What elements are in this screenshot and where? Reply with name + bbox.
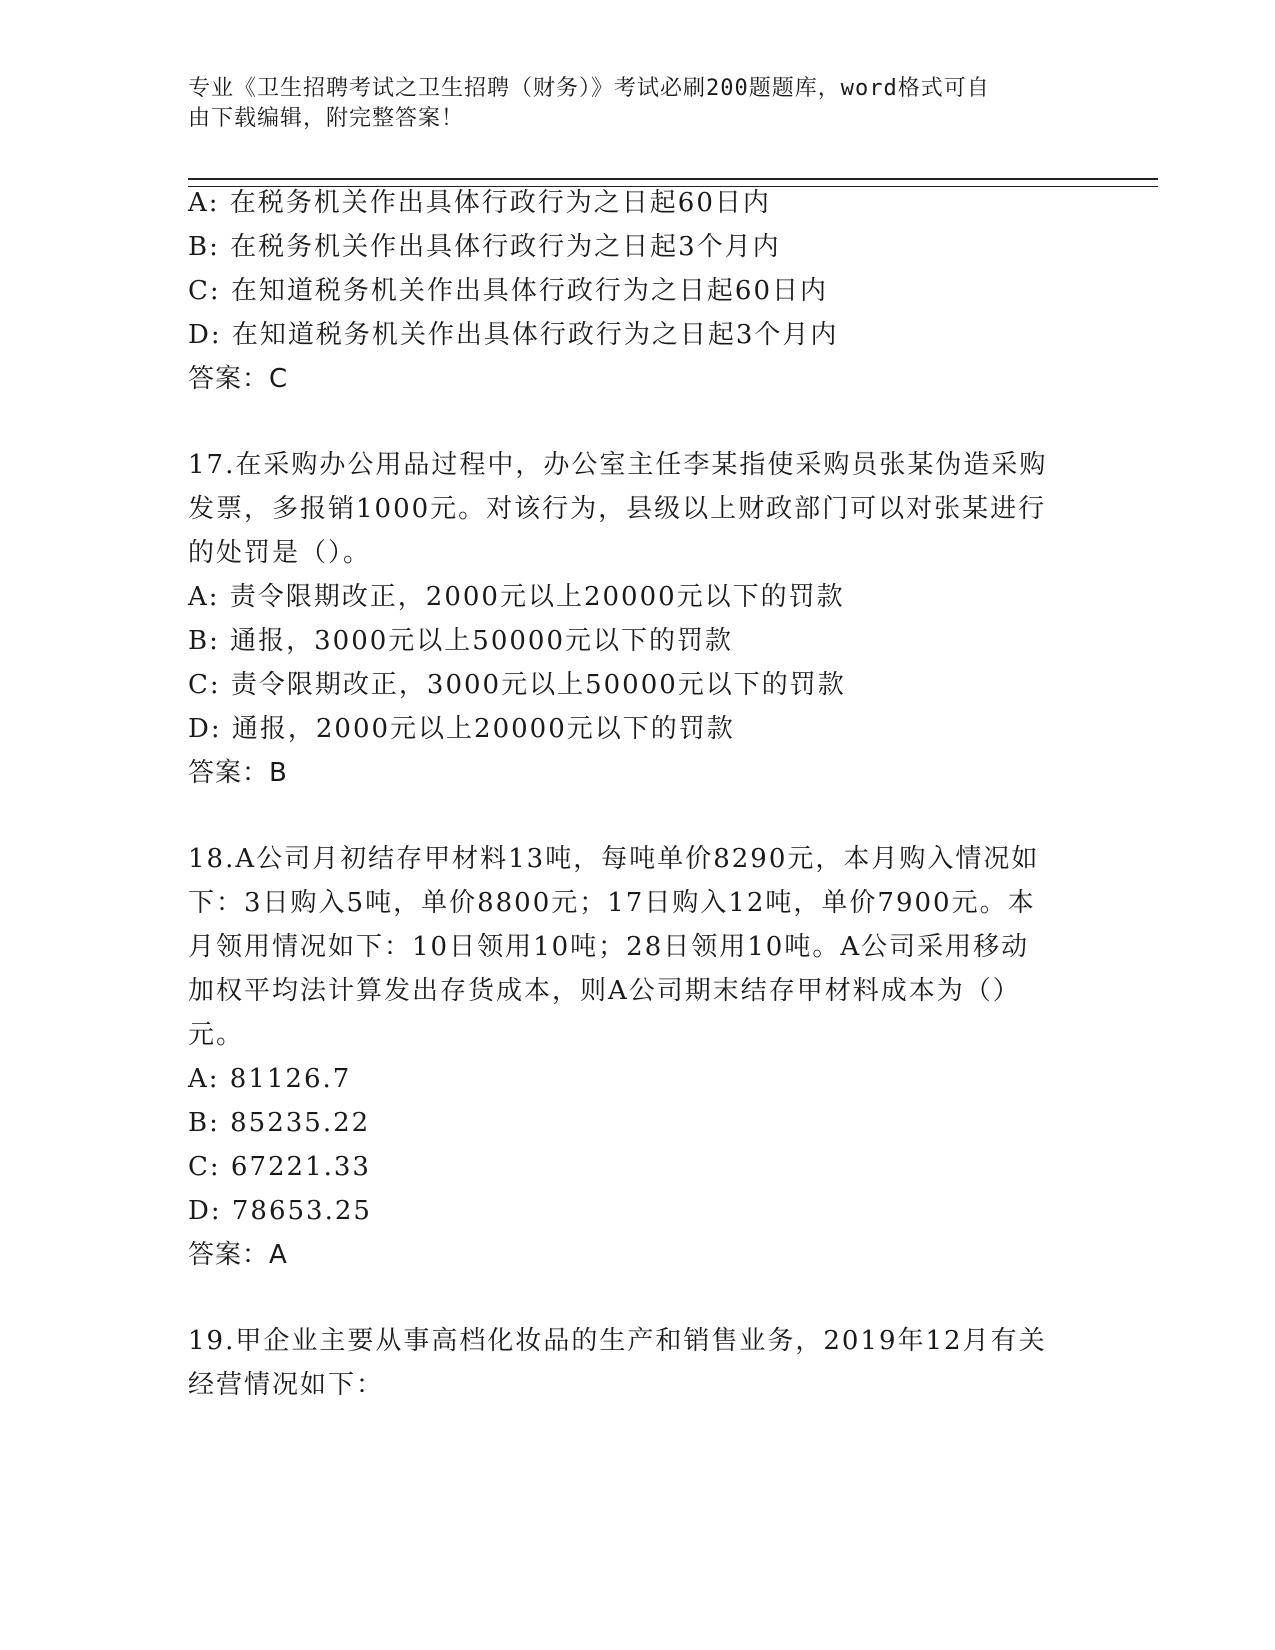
q18-answer: 答案：A: [188, 1240, 288, 1270]
q18-stem-line-5: 元。: [188, 1020, 245, 1050]
q17-option-c: C: 责令限期改正，3000元以上50000元以下的罚款: [188, 670, 846, 700]
q19-stem-line-1: 19.甲企业主要从事高档化妆品的生产和销售业务，2019年12月有关: [188, 1326, 1047, 1356]
q18-stem-line-3: 月领用情况如下：10日领用10吨；28日领用10吨。A公司采用移动: [188, 932, 1030, 962]
header-line-1: 专业《卫生招聘考试之卫生招聘（财务）》考试必刷200题题库，word格式可自: [188, 76, 990, 101]
q17-stem-line-1: 17.在采购办公用品过程中，办公室主任李某指使采购员张某伪造采购: [188, 450, 1048, 480]
q18-stem-line-4: 加权平均法计算发出存货成本，则A公司期末结存甲材料成本为（）: [188, 976, 1021, 1006]
q18-stem-line-1: 18.A公司月初结存甲材料13吨，每吨单价8290元，本月购入情况如: [188, 844, 1040, 874]
q17-option-a: A: 责令限期改正，2000元以上20000元以下的罚款: [188, 582, 845, 612]
q18-option-d: D: 78653.25: [188, 1196, 372, 1226]
header-line-2: 由下载编辑，附完整答案！: [188, 106, 465, 131]
q16-option-a: A: 在税务机关作出具体行政行为之日起60日内: [188, 188, 771, 218]
q18-stem-line-2: 下：3日购入5吨，单价8800元；17日购入12吨，单价7900元。本: [188, 888, 1036, 918]
q16-option-c: C: 在知道税务机关作出具体行政行为之日起60日内: [188, 276, 829, 306]
q19-stem-line-2: 经营情况如下：: [188, 1370, 385, 1400]
document-header: [188, 74, 1068, 134]
q16-option-d: D: 在知道税务机关作出具体行政行为之日起3个月内: [188, 320, 839, 350]
q17-stem-line-2: 发票，多报销1000元。对该行为，县级以上财政部门可以对张某进行: [188, 494, 1047, 524]
q17-option-d: D: 通报，2000元以上20000元以下的罚款: [188, 714, 735, 744]
q18-option-c: C: 67221.33: [188, 1152, 371, 1182]
q17-option-b: B: 通报，3000元以上50000元以下的罚款: [188, 626, 734, 656]
q17-answer: 答案：B: [188, 758, 288, 788]
q16-answer: 答案：C: [188, 364, 289, 394]
q16-option-b: B: 在税务机关作出具体行政行为之日起3个月内: [188, 232, 781, 262]
q18-option-a: A: 81126.7: [188, 1064, 352, 1094]
q18-option-b: B: 85235.22: [188, 1108, 371, 1138]
q17-stem-line-3: 的处罚是（）。: [188, 538, 372, 568]
